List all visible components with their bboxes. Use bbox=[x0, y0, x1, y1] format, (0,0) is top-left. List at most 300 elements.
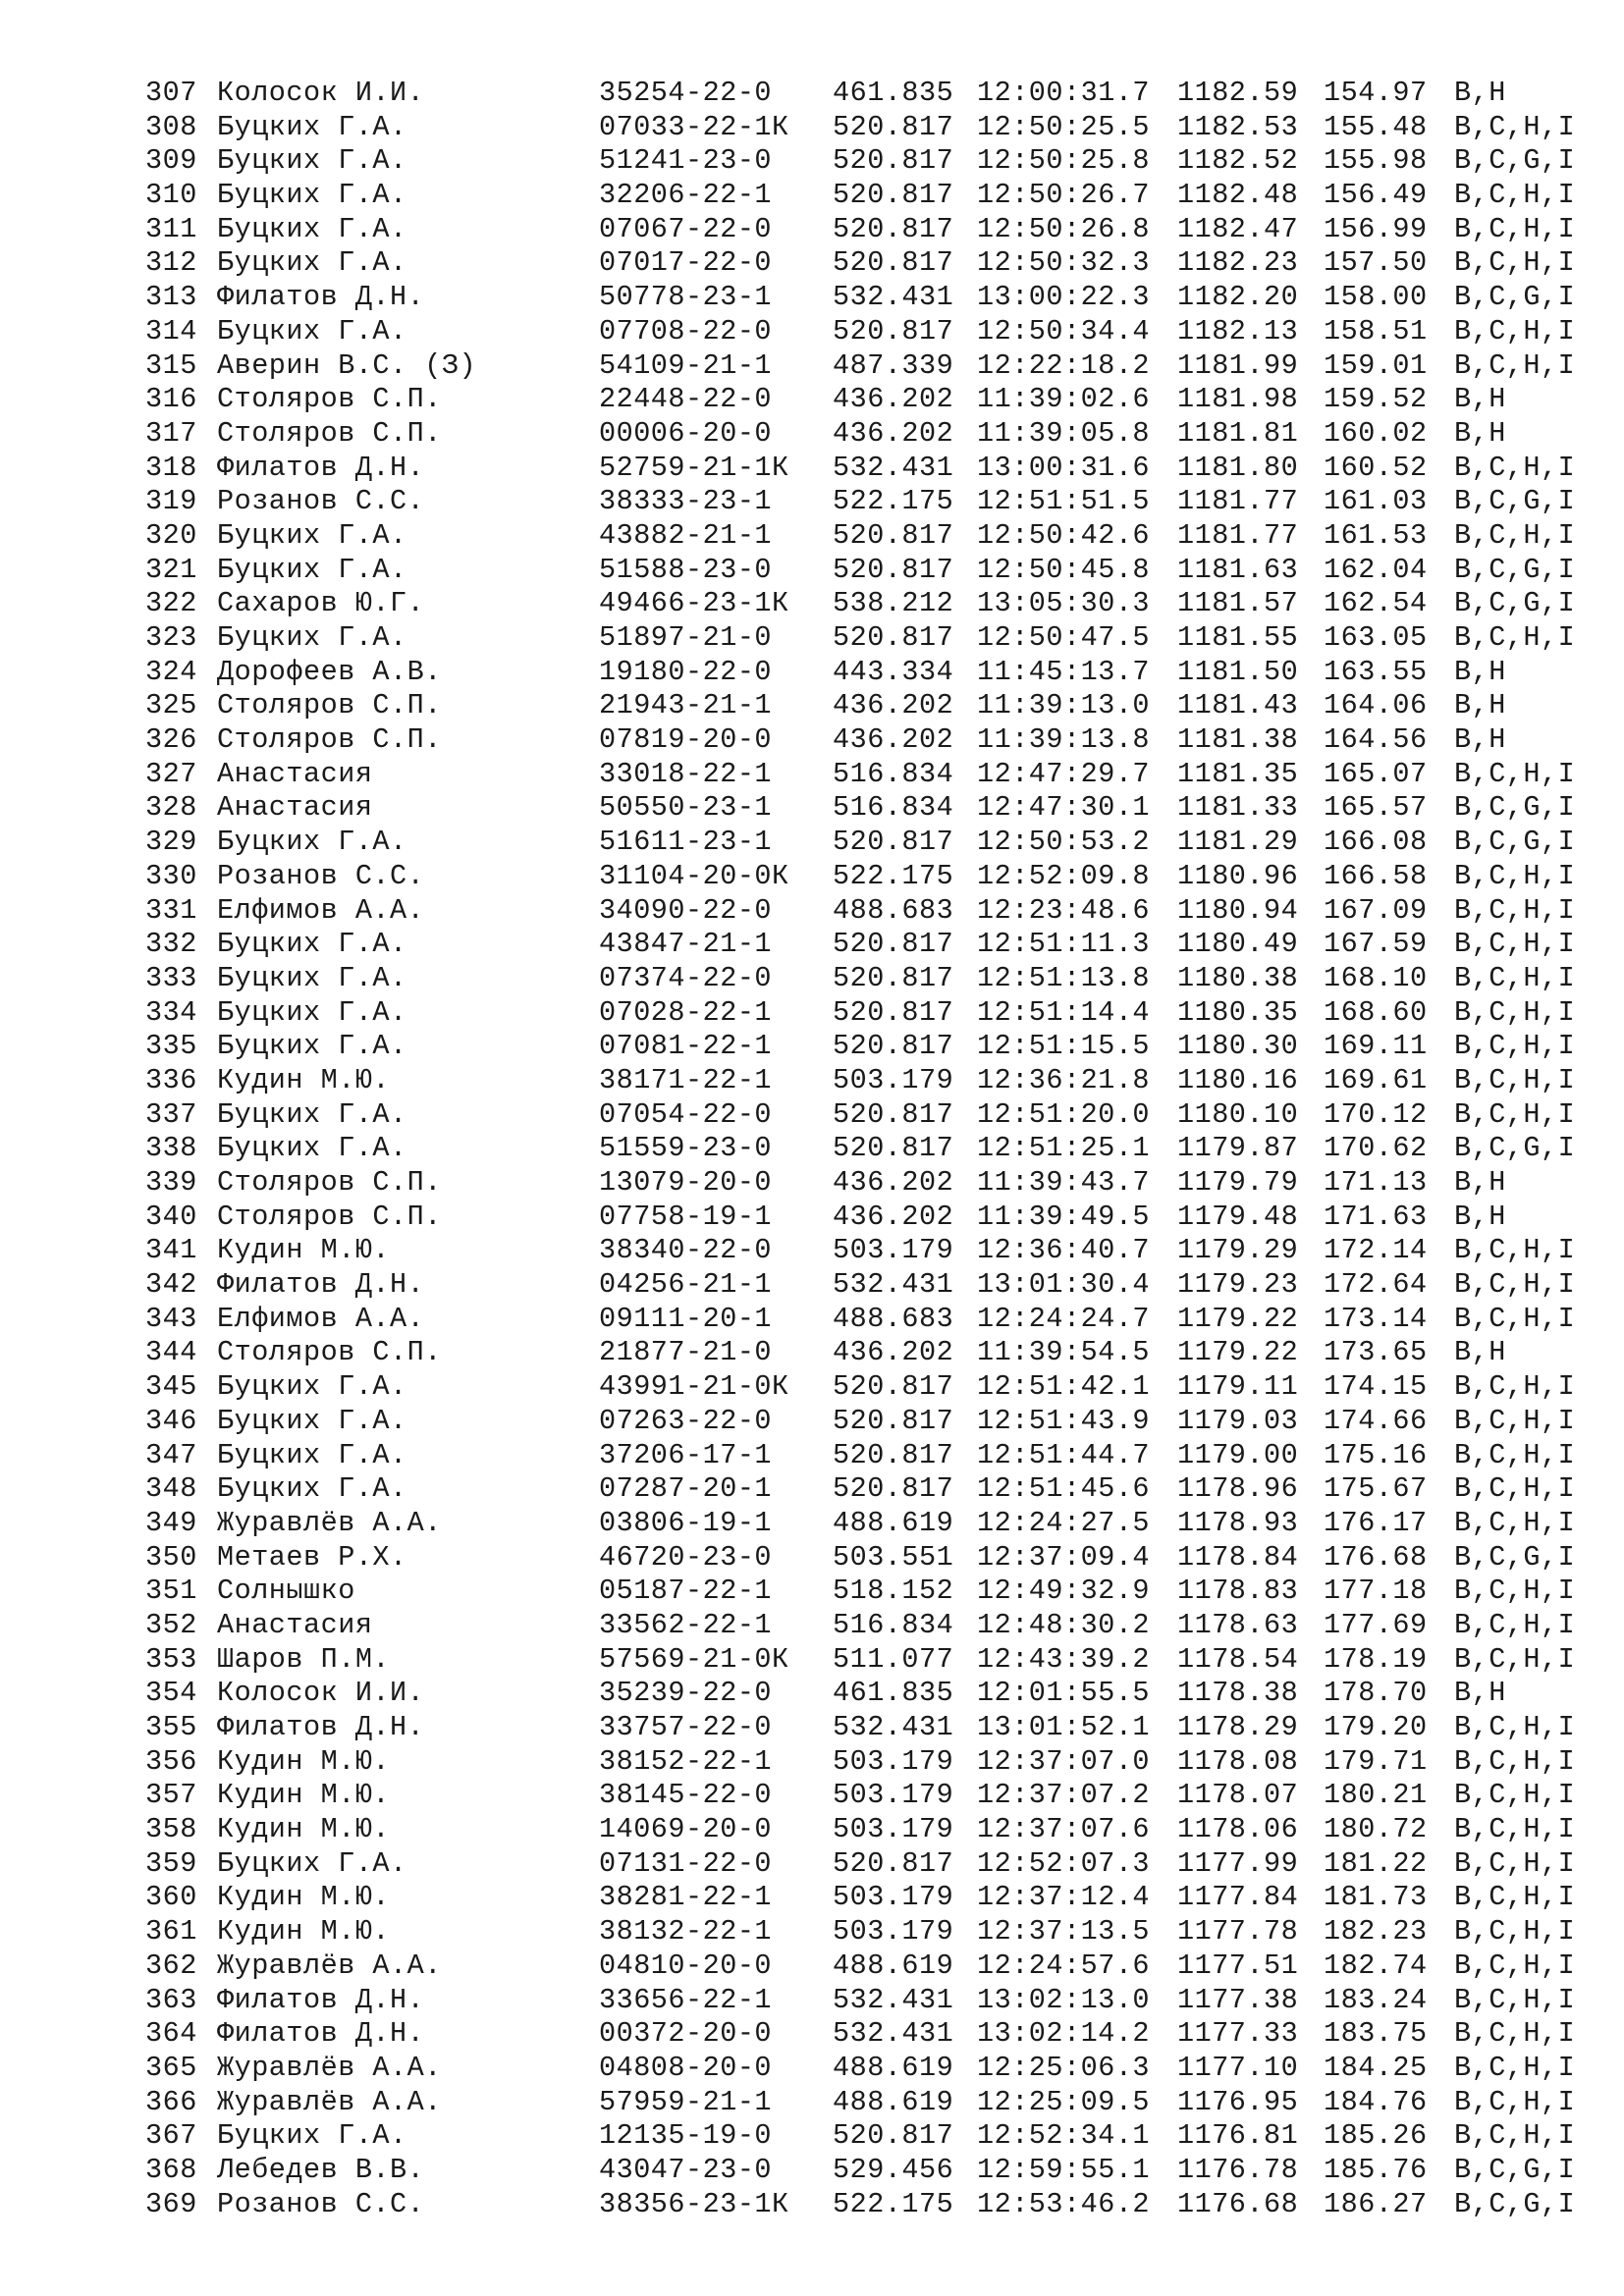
distance-value: 436.202 bbox=[833, 1200, 954, 1233]
distance-value: 488.619 bbox=[833, 1949, 954, 1982]
distance-value: 488.619 bbox=[833, 2051, 954, 2084]
arrival-time: 12:51:45.6 bbox=[977, 1472, 1151, 1506]
ring-id: 03806-19-1 bbox=[599, 1506, 773, 1539]
category-flags: B,C,H,I bbox=[1454, 1915, 1576, 1949]
table-row bbox=[145, 383, 1579, 417]
points-value: 177.69 bbox=[1324, 1608, 1428, 1641]
points-value: 185.76 bbox=[1324, 2153, 1428, 2186]
points-value: 174.15 bbox=[1324, 1370, 1428, 1404]
distance-value: 488.619 bbox=[833, 1506, 954, 1539]
row-number: 360 bbox=[145, 1881, 197, 1914]
category-flags: B,C,H,I bbox=[1454, 1813, 1576, 1846]
distance-value: 516.834 bbox=[833, 1608, 954, 1641]
table-row bbox=[145, 2188, 1579, 2222]
points-value: 176.68 bbox=[1324, 1540, 1428, 1574]
ring-id: 33656-22-1 bbox=[599, 1983, 773, 2016]
arrival-time: 13:02:13.0 bbox=[977, 1983, 1151, 2016]
ring-id: 07033-22-1К bbox=[599, 110, 789, 143]
speed-value: 1182.23 bbox=[1177, 246, 1299, 280]
arrival-time: 11:39:43.7 bbox=[977, 1166, 1151, 1199]
ring-id: 51241-23-0 bbox=[599, 144, 773, 178]
participant-name: Журавлёв А.А. bbox=[217, 1506, 442, 1539]
ring-id: 51897-21-0 bbox=[599, 621, 773, 654]
points-value: 184.25 bbox=[1324, 2051, 1428, 2084]
table-row bbox=[145, 1370, 1579, 1405]
speed-value: 1179.03 bbox=[1177, 1404, 1299, 1437]
points-value: 165.57 bbox=[1324, 791, 1428, 825]
arrival-time: 13:02:14.2 bbox=[977, 2017, 1151, 2051]
arrival-time: 12:25:06.3 bbox=[977, 2051, 1151, 2084]
speed-value: 1181.43 bbox=[1177, 689, 1299, 722]
speed-value: 1179.29 bbox=[1177, 1234, 1299, 1267]
row-number: 333 bbox=[145, 961, 197, 994]
participant-name: Кудин М.Ю. bbox=[217, 1234, 391, 1267]
speed-value: 1178.06 bbox=[1177, 1813, 1299, 1846]
arrival-time: 12:22:18.2 bbox=[977, 348, 1151, 382]
table-row bbox=[145, 1405, 1579, 1439]
participant-name: Анастасия bbox=[217, 1608, 373, 1641]
category-flags: B,H bbox=[1454, 1166, 1506, 1199]
participant-name: Журавлёв А.А. bbox=[217, 2051, 442, 2084]
speed-value: 1178.38 bbox=[1177, 1677, 1299, 1710]
points-value: 169.11 bbox=[1324, 1030, 1428, 1063]
arrival-time: 12:51:20.0 bbox=[977, 1097, 1151, 1131]
table-row bbox=[145, 894, 1579, 929]
participant-name: Буцких Г.А. bbox=[217, 1472, 407, 1506]
row-number: 340 bbox=[145, 1200, 197, 1233]
ring-id: 07263-22-0 bbox=[599, 1404, 773, 1437]
ring-id: 07017-22-0 bbox=[599, 246, 773, 280]
ring-id: 54109-21-1 bbox=[599, 348, 773, 382]
speed-value: 1181.63 bbox=[1177, 553, 1299, 586]
ring-id: 33562-22-1 bbox=[599, 1608, 773, 1641]
participant-name: Филатов Д.Н. bbox=[217, 1711, 425, 1743]
table-row bbox=[145, 1336, 1579, 1370]
arrival-time: 12:01:55.5 bbox=[977, 1677, 1151, 1710]
arrival-time: 12:24:27.5 bbox=[977, 1506, 1151, 1539]
row-number: 345 bbox=[145, 1370, 197, 1404]
category-flags: B,C,H,I bbox=[1454, 1779, 1576, 1812]
category-flags: B,C,H,I bbox=[1454, 859, 1576, 892]
ring-id: 51588-23-0 bbox=[599, 553, 773, 586]
points-value: 172.14 bbox=[1324, 1234, 1428, 1267]
speed-value: 1176.81 bbox=[1177, 2119, 1299, 2153]
ring-id: 07067-22-0 bbox=[599, 212, 773, 245]
category-flags: B,C,H,I bbox=[1454, 1472, 1576, 1506]
points-value: 154.97 bbox=[1324, 77, 1428, 109]
table-row bbox=[145, 246, 1579, 281]
arrival-time: 12:37:07.6 bbox=[977, 1813, 1151, 1846]
table-row bbox=[145, 2052, 1579, 2086]
table-row bbox=[145, 1166, 1579, 1201]
participant-name: Буцких Г.А. bbox=[217, 110, 407, 143]
category-flags: B,C,H,I bbox=[1454, 212, 1576, 245]
distance-value: 503.179 bbox=[833, 1915, 954, 1949]
arrival-time: 12:23:48.6 bbox=[977, 893, 1151, 927]
category-flags: B,C,H,I bbox=[1454, 1642, 1576, 1676]
speed-value: 1179.87 bbox=[1177, 1132, 1299, 1165]
category-flags: B,C,G,I bbox=[1454, 587, 1576, 620]
participant-name: Филатов Д.Н. bbox=[217, 1983, 425, 2016]
row-number: 357 bbox=[145, 1779, 197, 1812]
category-flags: B,C,H,I bbox=[1454, 1302, 1576, 1335]
distance-value: 520.817 bbox=[833, 212, 954, 245]
arrival-time: 12:37:12.4 bbox=[977, 1881, 1151, 1914]
ring-id: 04810-20-0 bbox=[599, 1949, 773, 1982]
speed-value: 1181.57 bbox=[1177, 587, 1299, 620]
row-number: 318 bbox=[145, 451, 197, 484]
participant-name: Аверин В.С. (З) bbox=[217, 348, 477, 382]
table-row bbox=[145, 1507, 1579, 1541]
arrival-time: 12:52:07.3 bbox=[977, 1846, 1151, 1880]
category-flags: B,C,G,I bbox=[1454, 144, 1576, 178]
speed-value: 1181.81 bbox=[1177, 416, 1299, 450]
row-number: 354 bbox=[145, 1677, 197, 1710]
row-number: 367 bbox=[145, 2119, 197, 2153]
table-row bbox=[145, 1030, 1579, 1064]
table-row bbox=[145, 1915, 1579, 1949]
row-number: 334 bbox=[145, 995, 197, 1029]
speed-value: 1180.30 bbox=[1177, 1030, 1299, 1063]
table-row bbox=[145, 1201, 1579, 1235]
distance-value: 532.431 bbox=[833, 1711, 954, 1743]
table-row bbox=[145, 996, 1579, 1031]
category-flags: B,C,G,I bbox=[1454, 2153, 1576, 2186]
results-table bbox=[145, 77, 1579, 2221]
table-row bbox=[145, 860, 1579, 894]
category-flags: B,C,H,I bbox=[1454, 1881, 1576, 1914]
category-flags: B,C,H,I bbox=[1454, 179, 1576, 212]
table-row bbox=[145, 452, 1579, 486]
row-number: 365 bbox=[145, 2051, 197, 2084]
category-flags: B,C,G,I bbox=[1454, 1540, 1576, 1574]
speed-value: 1178.29 bbox=[1177, 1711, 1299, 1743]
table-row bbox=[145, 1234, 1579, 1268]
ring-id: 38333-23-1 bbox=[599, 485, 773, 518]
table-row bbox=[145, 1984, 1579, 2018]
table-row bbox=[145, 621, 1579, 656]
points-value: 164.06 bbox=[1324, 689, 1428, 722]
arrival-time: 12:50:32.3 bbox=[977, 246, 1151, 280]
table-row bbox=[145, 315, 1579, 349]
arrival-time: 12:48:30.2 bbox=[977, 1608, 1151, 1641]
table-row bbox=[145, 1847, 1579, 1882]
distance-value: 461.835 bbox=[833, 1677, 954, 1710]
distance-value: 520.817 bbox=[833, 1097, 954, 1131]
ring-id: 38152-22-1 bbox=[599, 1744, 773, 1778]
category-flags: B,C,H,I bbox=[1454, 961, 1576, 994]
speed-value: 1182.20 bbox=[1177, 281, 1299, 314]
ring-id: 33757-22-0 bbox=[599, 1711, 773, 1743]
table-row bbox=[145, 2119, 1579, 2154]
participant-name: Буцких Г.А. bbox=[217, 1030, 407, 1063]
speed-value: 1180.10 bbox=[1177, 1097, 1299, 1131]
distance-value: 488.619 bbox=[833, 2085, 954, 2118]
participant-name: Буцких Г.А. bbox=[217, 995, 407, 1029]
row-number: 307 bbox=[145, 77, 197, 109]
ring-id: 00372-20-0 bbox=[599, 2017, 773, 2051]
row-number: 353 bbox=[145, 1642, 197, 1676]
row-number: 331 bbox=[145, 893, 197, 927]
participant-name: Столяров С.П. bbox=[217, 383, 442, 416]
category-flags: B,C,G,I bbox=[1454, 2187, 1576, 2220]
row-number: 317 bbox=[145, 416, 197, 450]
category-flags: B,C,H,I bbox=[1454, 893, 1576, 927]
table-row bbox=[145, 485, 1579, 519]
points-value: 159.01 bbox=[1324, 348, 1428, 382]
row-number: 351 bbox=[145, 1575, 197, 1608]
speed-value: 1178.07 bbox=[1177, 1779, 1299, 1812]
speed-value: 1180.38 bbox=[1177, 961, 1299, 994]
category-flags: B,H bbox=[1454, 723, 1506, 757]
points-value: 183.75 bbox=[1324, 2017, 1428, 2051]
participant-name: Буцких Г.А. bbox=[217, 246, 407, 280]
ring-id: 43991-21-0К bbox=[599, 1370, 789, 1404]
participant-name: Кудин М.Ю. bbox=[217, 1744, 391, 1778]
table-row bbox=[145, 1643, 1579, 1678]
table-row bbox=[145, 1541, 1579, 1575]
participant-name: Буцких Г.А. bbox=[217, 1846, 407, 1880]
points-value: 167.09 bbox=[1324, 893, 1428, 927]
category-flags: B,C,G,I bbox=[1454, 553, 1576, 586]
ring-id: 22448-22-0 bbox=[599, 383, 773, 416]
ring-id: 09111-20-1 bbox=[599, 1302, 773, 1335]
ring-id: 51611-23-1 bbox=[599, 826, 773, 859]
row-number: 330 bbox=[145, 859, 197, 892]
points-value: 174.66 bbox=[1324, 1404, 1428, 1437]
participant-name: Филатов Д.Н. bbox=[217, 281, 425, 314]
ring-id: 38281-22-1 bbox=[599, 1881, 773, 1914]
row-number: 312 bbox=[145, 246, 197, 280]
ring-id: 07708-22-0 bbox=[599, 314, 773, 347]
points-value: 179.71 bbox=[1324, 1744, 1428, 1778]
distance-value: 511.077 bbox=[833, 1642, 954, 1676]
distance-value: 436.202 bbox=[833, 723, 954, 757]
arrival-time: 12:52:34.1 bbox=[977, 2119, 1151, 2153]
category-flags: B,H bbox=[1454, 1677, 1506, 1710]
arrival-time: 13:05:30.3 bbox=[977, 587, 1151, 620]
distance-value: 520.817 bbox=[833, 553, 954, 586]
ring-id: 04256-21-1 bbox=[599, 1268, 773, 1302]
distance-value: 436.202 bbox=[833, 1166, 954, 1199]
table-row bbox=[145, 723, 1579, 758]
table-row bbox=[145, 1881, 1579, 1915]
speed-value: 1181.35 bbox=[1177, 757, 1299, 790]
category-flags: B,C,H,I bbox=[1454, 757, 1576, 790]
table-row bbox=[145, 1677, 1579, 1711]
table-row bbox=[145, 2086, 1579, 2120]
category-flags: B,H bbox=[1454, 1200, 1506, 1233]
arrival-time: 11:45:13.7 bbox=[977, 655, 1151, 688]
ring-id: 21943-21-1 bbox=[599, 689, 773, 722]
speed-value: 1180.94 bbox=[1177, 893, 1299, 927]
category-flags: B,C,H,I bbox=[1454, 928, 1576, 961]
arrival-time: 11:39:49.5 bbox=[977, 1200, 1151, 1233]
arrival-time: 12:51:11.3 bbox=[977, 928, 1151, 961]
arrival-time: 12:37:07.2 bbox=[977, 1779, 1151, 1812]
category-flags: B,C,H,I bbox=[1454, 1404, 1576, 1437]
arrival-time: 12:37:09.4 bbox=[977, 1540, 1151, 1574]
ring-id: 38171-22-1 bbox=[599, 1063, 773, 1096]
table-row bbox=[145, 179, 1579, 213]
points-value: 180.21 bbox=[1324, 1779, 1428, 1812]
arrival-time: 13:01:30.4 bbox=[977, 1268, 1151, 1302]
speed-value: 1177.78 bbox=[1177, 1915, 1299, 1949]
speed-value: 1178.54 bbox=[1177, 1642, 1299, 1676]
distance-value: 443.334 bbox=[833, 655, 954, 688]
ring-id: 07081-22-1 bbox=[599, 1030, 773, 1063]
points-value: 165.07 bbox=[1324, 757, 1428, 790]
speed-value: 1179.22 bbox=[1177, 1336, 1299, 1369]
arrival-time: 11:39:05.8 bbox=[977, 416, 1151, 450]
participant-name: Филатов Д.Н. bbox=[217, 1268, 425, 1302]
points-value: 167.59 bbox=[1324, 928, 1428, 961]
category-flags: B,C,H,I bbox=[1454, 246, 1576, 280]
points-value: 155.98 bbox=[1324, 144, 1428, 178]
points-value: 182.23 bbox=[1324, 1915, 1428, 1949]
speed-value: 1180.49 bbox=[1177, 928, 1299, 961]
distance-value: 520.817 bbox=[833, 1404, 954, 1437]
row-number: 321 bbox=[145, 553, 197, 586]
speed-value: 1178.84 bbox=[1177, 1540, 1299, 1574]
arrival-time: 12:51:43.9 bbox=[977, 1404, 1151, 1437]
ring-id: 38132-22-1 bbox=[599, 1915, 773, 1949]
speed-value: 1181.55 bbox=[1177, 621, 1299, 654]
category-flags: B,C,H,I bbox=[1454, 314, 1576, 347]
speed-value: 1176.95 bbox=[1177, 2085, 1299, 2118]
ring-id: 07374-22-0 bbox=[599, 961, 773, 994]
ring-id: 13079-20-0 bbox=[599, 1166, 773, 1199]
table-row bbox=[145, 656, 1579, 690]
distance-value: 503.179 bbox=[833, 1063, 954, 1096]
speed-value: 1179.11 bbox=[1177, 1370, 1299, 1404]
points-value: 184.76 bbox=[1324, 2085, 1428, 2118]
ring-id: 07819-20-0 bbox=[599, 723, 773, 757]
arrival-time: 12:24:57.6 bbox=[977, 1949, 1151, 1982]
arrival-time: 12:36:40.7 bbox=[977, 1234, 1151, 1267]
points-value: 186.27 bbox=[1324, 2187, 1428, 2220]
arrival-time: 12:50:47.5 bbox=[977, 621, 1151, 654]
points-value: 168.60 bbox=[1324, 995, 1428, 1029]
speed-value: 1181.50 bbox=[1177, 655, 1299, 688]
category-flags: B,C,H,I bbox=[1454, 1234, 1576, 1267]
points-value: 161.03 bbox=[1324, 485, 1428, 518]
ring-id: 19180-22-0 bbox=[599, 655, 773, 688]
participant-name: Буцких Г.А. bbox=[217, 179, 407, 212]
points-value: 176.17 bbox=[1324, 1506, 1428, 1539]
speed-value: 1178.93 bbox=[1177, 1506, 1299, 1539]
arrival-time: 12:43:39.2 bbox=[977, 1642, 1151, 1676]
row-number: 309 bbox=[145, 144, 197, 178]
table-row bbox=[145, 1472, 1579, 1507]
table-row bbox=[145, 111, 1579, 145]
table-row bbox=[145, 1949, 1579, 1984]
ring-id: 43847-21-1 bbox=[599, 928, 773, 961]
participant-name: Кудин М.Ю. bbox=[217, 1063, 391, 1096]
arrival-time: 13:00:31.6 bbox=[977, 451, 1151, 484]
arrival-time: 12:37:07.0 bbox=[977, 1744, 1151, 1778]
points-value: 166.58 bbox=[1324, 859, 1428, 892]
distance-value: 516.834 bbox=[833, 791, 954, 825]
row-number: 352 bbox=[145, 1608, 197, 1641]
ring-id: 43047-23-0 bbox=[599, 2153, 773, 2186]
participant-name: Буцких Г.А. bbox=[217, 1132, 407, 1165]
participant-name: Буцких Г.А. bbox=[217, 1097, 407, 1131]
table-row bbox=[145, 417, 1579, 452]
table-row bbox=[145, 1745, 1579, 1780]
ring-id: 35239-22-0 bbox=[599, 1677, 773, 1710]
distance-value: 522.175 bbox=[833, 485, 954, 518]
category-flags: B,C,G,I bbox=[1454, 1132, 1576, 1165]
distance-value: 520.817 bbox=[833, 826, 954, 859]
row-number: 315 bbox=[145, 348, 197, 382]
ring-id: 50550-23-1 bbox=[599, 791, 773, 825]
category-flags: B,C,H,I bbox=[1454, 1846, 1576, 1880]
row-number: 332 bbox=[145, 928, 197, 961]
speed-value: 1179.79 bbox=[1177, 1166, 1299, 1199]
table-row bbox=[145, 587, 1579, 621]
arrival-time: 12:51:42.1 bbox=[977, 1370, 1151, 1404]
row-number: 310 bbox=[145, 179, 197, 212]
participant-name: Филатов Д.Н. bbox=[217, 451, 425, 484]
participant-name: Столяров С.П. bbox=[217, 416, 442, 450]
table-row bbox=[145, 519, 1579, 554]
ring-id: 34090-22-0 bbox=[599, 893, 773, 927]
arrival-time: 12:47:29.7 bbox=[977, 757, 1151, 790]
participant-name: Кудин М.Ю. bbox=[217, 1915, 391, 1949]
arrival-time: 12:37:13.5 bbox=[977, 1915, 1151, 1949]
category-flags: B,C,H,I bbox=[1454, 1030, 1576, 1063]
arrival-time: 12:51:15.5 bbox=[977, 1030, 1151, 1063]
distance-value: 520.817 bbox=[833, 246, 954, 280]
distance-value: 538.212 bbox=[833, 587, 954, 620]
arrival-time: 12:59:55.1 bbox=[977, 2153, 1151, 2186]
table-row bbox=[145, 77, 1579, 111]
points-value: 162.04 bbox=[1324, 553, 1428, 586]
distance-value: 461.835 bbox=[833, 77, 954, 109]
participant-name: Филатов Д.Н. bbox=[217, 2017, 425, 2051]
row-number: 327 bbox=[145, 757, 197, 790]
points-value: 181.22 bbox=[1324, 1846, 1428, 1880]
points-value: 175.16 bbox=[1324, 1438, 1428, 1471]
distance-value: 532.431 bbox=[833, 1268, 954, 1302]
speed-value: 1181.99 bbox=[1177, 348, 1299, 382]
ring-id: 52759-21-1К bbox=[599, 451, 789, 484]
points-value: 169.61 bbox=[1324, 1063, 1428, 1096]
distance-value: 520.817 bbox=[833, 1846, 954, 1880]
table-row bbox=[145, 554, 1579, 588]
row-number: 350 bbox=[145, 1540, 197, 1574]
category-flags: B,C,H,I bbox=[1454, 1949, 1576, 1982]
distance-value: 529.456 bbox=[833, 2153, 954, 2186]
distance-value: 436.202 bbox=[833, 689, 954, 722]
speed-value: 1182.47 bbox=[1177, 212, 1299, 245]
distance-value: 488.683 bbox=[833, 893, 954, 927]
participant-name: Елфимов А.А. bbox=[217, 1302, 425, 1335]
distance-value: 520.817 bbox=[833, 144, 954, 178]
participant-name: Столяров С.П. bbox=[217, 1336, 442, 1369]
distance-value: 520.817 bbox=[833, 1472, 954, 1506]
ring-id: 38340-22-0 bbox=[599, 1234, 773, 1267]
points-value: 158.51 bbox=[1324, 314, 1428, 347]
participant-name: Столяров С.П. bbox=[217, 723, 442, 757]
distance-value: 520.817 bbox=[833, 1132, 954, 1165]
participant-name: Столяров С.П. bbox=[217, 689, 442, 722]
row-number: 355 bbox=[145, 1711, 197, 1743]
arrival-time: 12:25:09.5 bbox=[977, 2085, 1151, 2118]
category-flags: B,C,H,I bbox=[1454, 518, 1576, 552]
arrival-time: 12:51:44.7 bbox=[977, 1438, 1151, 1471]
